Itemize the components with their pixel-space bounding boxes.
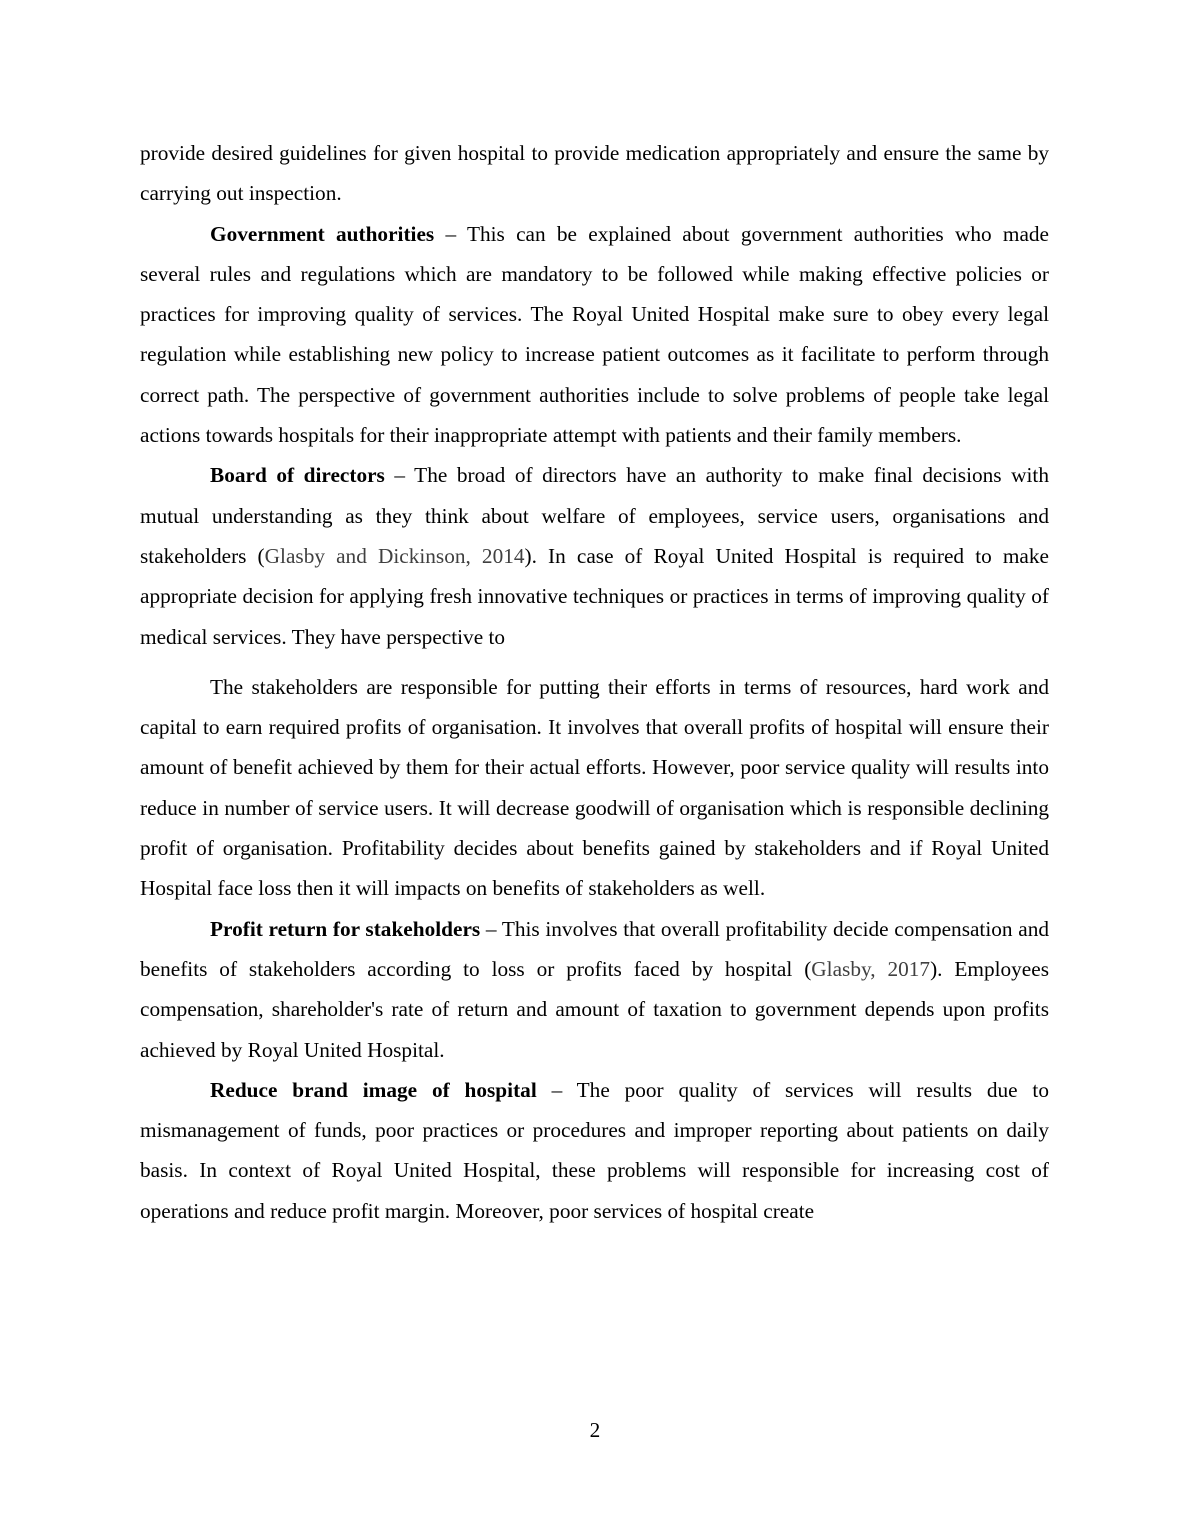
citation-glasby-dickinson: Glasby and Dickinson, 2014 — [264, 543, 525, 568]
paragraph-profit-return — [140, 909, 1049, 1070]
paragraph-text: – The broad of directors have an authority to make final decisions with mutual understanding as they think about welfare of employees, service users, organisations and stakeholders ( — [140, 463, 1049, 568]
term-board-of-directors: Board of directors — [210, 463, 385, 488]
paragraph-text: – The poor quality of services will results due to mismanagement of funds, poor practices or procedures and improper reporting about patients on daily basis. In context of Royal United Hospital, these problems will responsible for increasing cost of operations and reduce profit margin. Moreover, poor services of hospital create — [140, 1077, 1049, 1223]
citation-glasby-2017: Glasby, 2017 — [811, 956, 931, 981]
paragraph-government-authorities — [140, 214, 1049, 456]
paragraph-text: – This can be explained about government authorities who made several rules and regulations which are mandatory to be followed while making effective policies or practices for improving quality of services. The Royal United Hospital make sure to obey every legal regulation while establishing new policy to increase patient outcomes as it facilitate to perform through correct path. The perspective of government authorities include to solve problems of people take legal actions towards hospitals for their inappropriate attempt with patients and their family members. — [140, 221, 1050, 448]
paragraph-stakeholders-intro — [140, 667, 1049, 909]
paragraph-text: provide desired guidelines for given hospital to provide medication appropriately and ensure the same by carrying out inspection. — [140, 141, 1049, 206]
term-reduce-brand-image: Reduce brand image of hospital — [210, 1077, 537, 1102]
paragraph-text: ). Employees compensation, shareholder's rate of return and amount of taxation to government depends upon profits achieved by Royal United Hospital. — [140, 956, 1049, 1062]
term-government-authorities: Government authorities — [210, 221, 435, 246]
paragraph-inspection-continuation — [140, 133, 1049, 214]
paragraph-text: – This involves that overall profitability decide compensation and benefits of stakeholders according to loss or profits faced by hospital ( — [140, 916, 1049, 981]
page-number: 2 — [589, 1418, 601, 1442]
paragraph-text: The stakeholders are responsible for putting their efforts in terms of resources, hard work and capital to earn required profits of organisation. It involves that overall profits of hospital will ensure their amount of benefit achieved by them for their actual efforts. However, poor service quality will results into reduce in number of service users. It will decrease goodwill of organisation which is responsible declining profit of organisation. Profitability decides about benefits gained by stakeholders and if Royal United Hospital face loss then it will impacts on benefits of stakeholders as well. — [140, 674, 1049, 901]
document-body — [140, 133, 1049, 1231]
paragraph-board-of-directors — [140, 455, 1049, 656]
term-profit-return: Profit return for stakeholders — [210, 916, 481, 941]
paragraph-brand-image — [140, 1070, 1049, 1231]
paragraph-text: ). In case of Royal United Hospital is required to make appropriate decision for applying fresh innovative techniques or practices in terms of improving quality of medical services. They have perspective to — [140, 543, 1049, 649]
